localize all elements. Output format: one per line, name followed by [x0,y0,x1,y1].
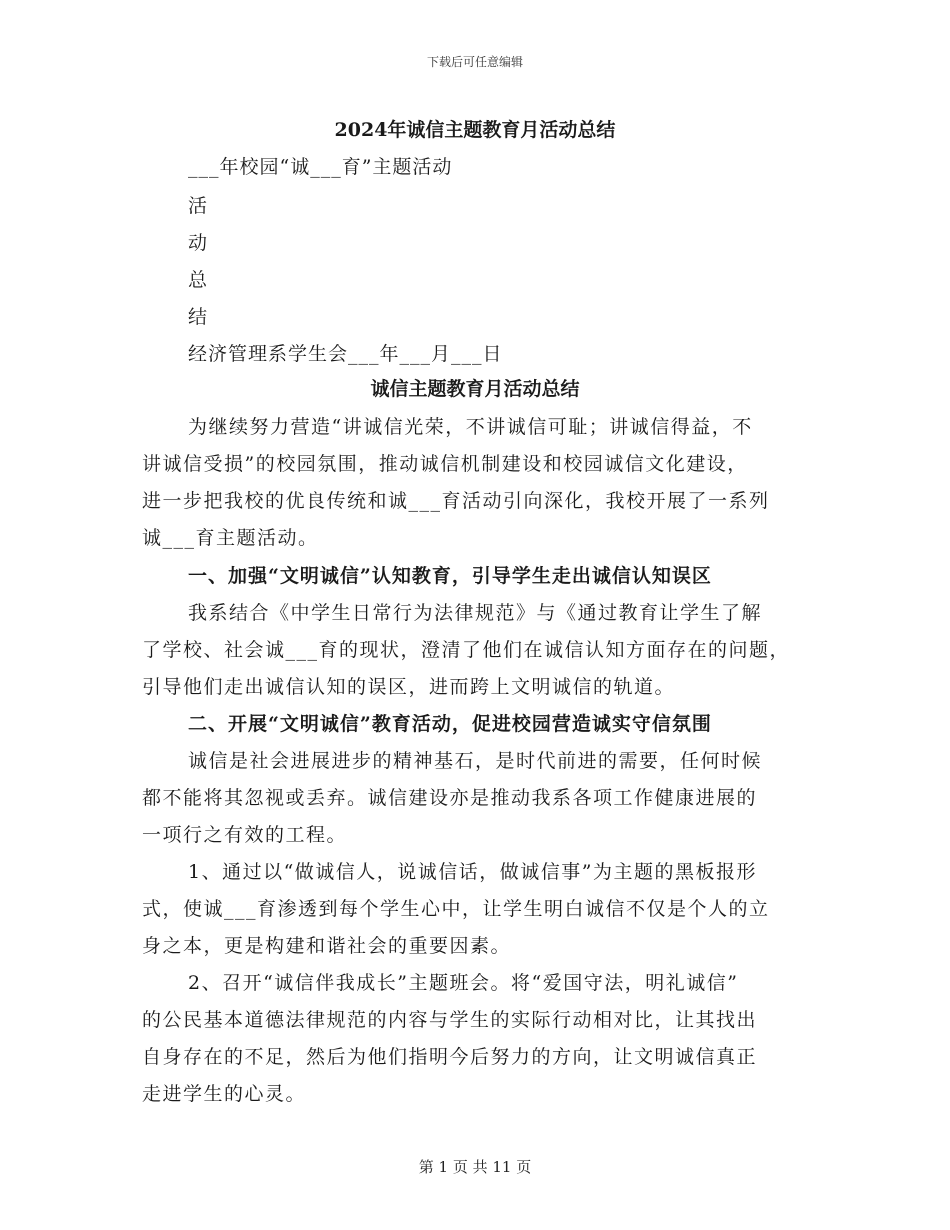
item1-line: 式，使诚___育渗透到每个学生心中，让学生明白诚信不仅是个人的立 [142,898,770,920]
para2-line: 诚信是社会进展进步的精神基石，是时代前进的需要，任何时候 [188,750,763,772]
item1-line: 身之本，更是构建和谐社会的重要因素。 [142,935,512,957]
para2-line: 一项行之有效的工程。 [142,824,348,846]
item2-line: 自身存在的不足，然后为他们指明今后努力的方向，让文明诚信真正 [142,1046,758,1068]
intro-line: 讲诚信受损”的校园氛围，推动诚信机制建设和校园诚信文化建设， [142,453,748,475]
header-note: 下载后可任意编辑 [426,55,523,69]
cover-vertical-char: 总 [188,269,209,291]
item2-line: 2、召开“诚信伴我成长”主题班会。将“爱国守法，明礼诚信” [188,972,739,994]
document-title: 2024年诚信主题教育月活动总结 [334,119,616,141]
intro-line: 为继续努力营造“讲诚信光荣，不讲诚信可耻；讲诚信得益，不 [188,416,753,438]
item2-line: 走进学生的心灵。 [142,1083,307,1105]
page-footer: 第 1 页 共 11 页 [418,1158,532,1176]
para1-line: 了学校、社会诚___育的现状，澄清了他们在诚信认知方面存在的问题， [142,639,791,661]
para2-line: 都不能将其忽视或丢弃。诚信建设亦是推动我系各项工作健康进展的 [142,787,758,809]
heading-2: 二、开展“文明诚信”教育活动，促进校园营造诚实守信氛围 [188,713,712,735]
heading-1: 一、加强“文明诚信”认知教育，引导学生走出诚信认知误区 [188,565,712,587]
cover-signature: 经济管理系学生会___年___月___日 [188,343,503,365]
cover-vertical-char: 结 [188,306,209,328]
para1-line: 引导他们走出诚信认知的误区，进而跨上文明诚信的轨道。 [142,676,676,698]
item1-line: 1、通过以“做诚信人，说诚信话，做诚信事”为主题的黑板报形 [188,861,758,883]
cover-line: ___年校园“诚___育”主题活动 [188,156,453,178]
section-title: 诚信主题教育月活动总结 [370,378,580,400]
cover-vertical-char: 活 [188,195,209,217]
intro-line: 诚___育主题活动。 [142,527,319,549]
cover-vertical-char: 动 [188,232,209,254]
intro-line: 进一步把我校的优良传统和诚___育活动引向深化，我校开展了一系列 [142,490,770,512]
item2-line: 的公民基本道德法律规范的内容与学生的实际行动相对比，让其找出 [142,1009,758,1031]
para1-line: 我系结合《中学生日常行为法律规范》与《通过教育让学生了解 [188,602,763,624]
